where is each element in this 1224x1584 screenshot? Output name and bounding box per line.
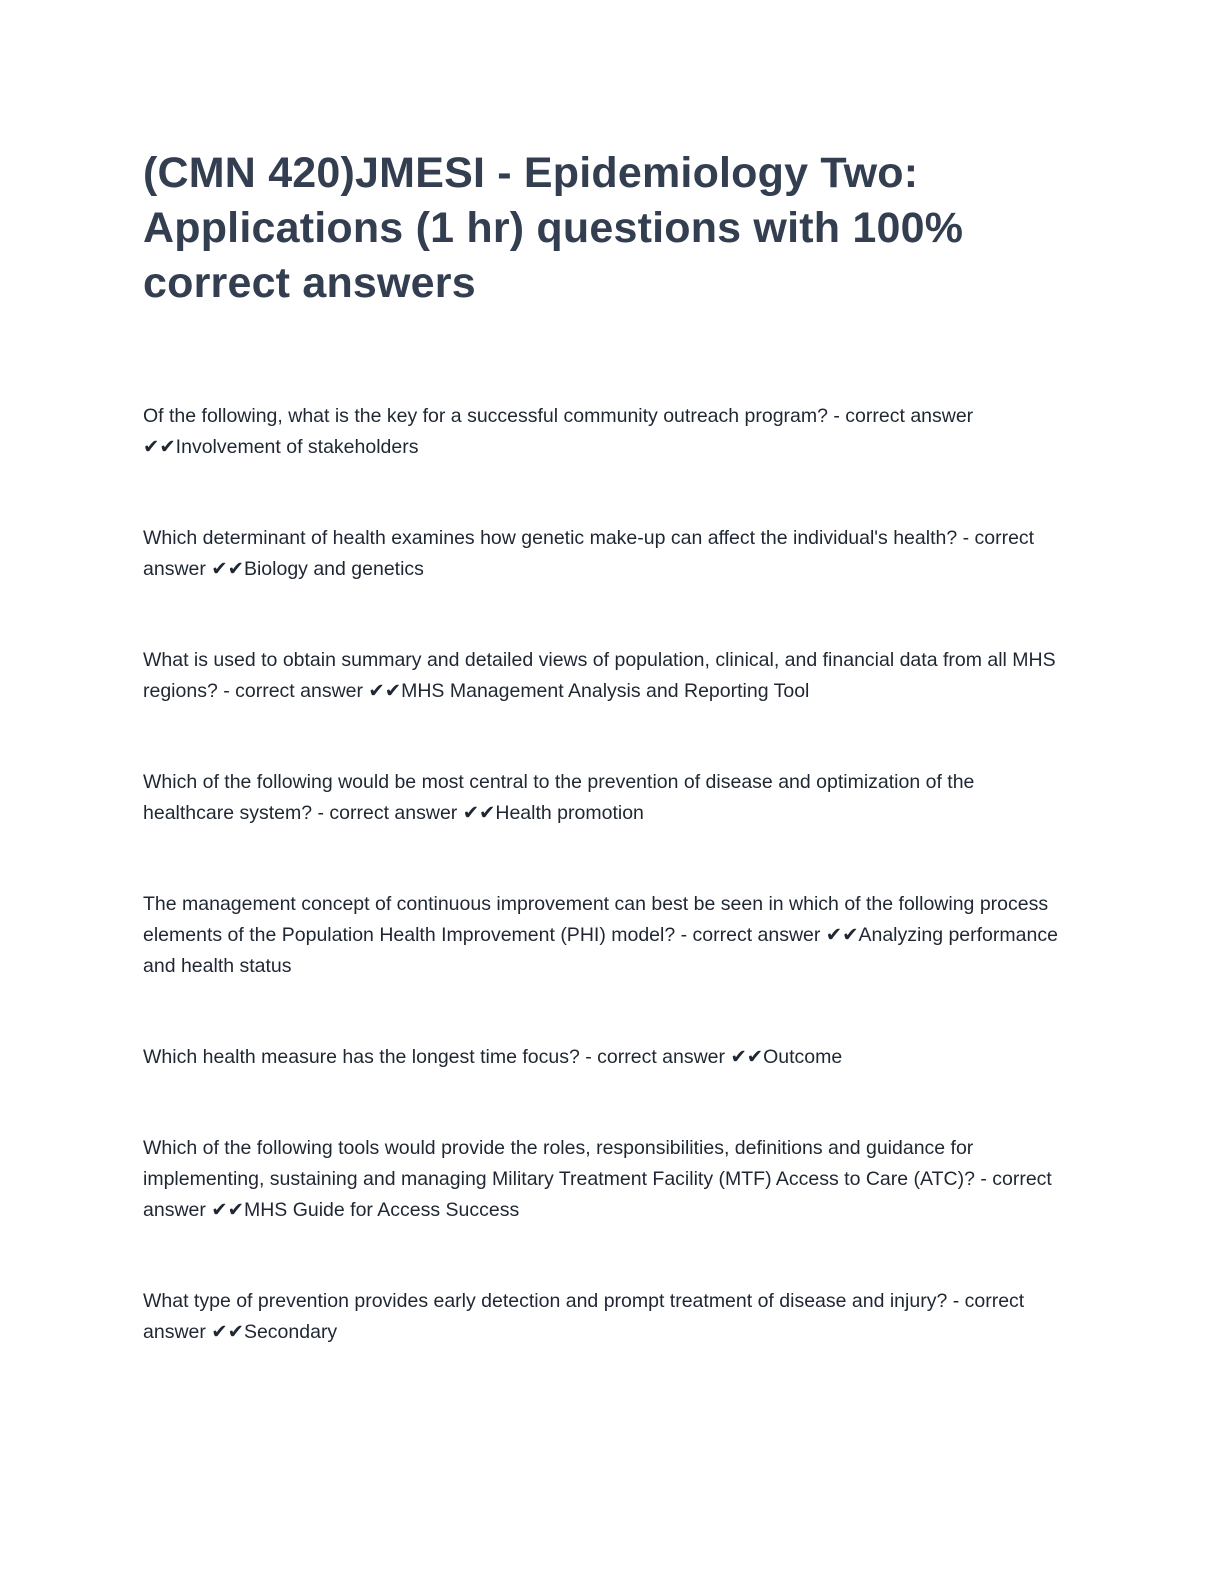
qa-paragraph: Of the following, what is the key for a successful community outreach program? - correct answer ✔✔Involvement of stakeholders: [143, 405, 974, 458]
qa-paragraph: Which of the following would be most central to the prevention of disease and optimization of the healthcare system? - correct answer ✔✔Health promotion: [143, 771, 975, 824]
qa-paragraph: What type of prevention provides early detection and prompt treatment of disease and injury? - correct answer ✔✔Secondary: [143, 1290, 1025, 1343]
qa-paragraph: Which determinant of health examines how genetic make-up can affect the individual's health? - correct answer ✔✔Biology and genetics: [143, 527, 1035, 580]
qa-paragraph: Which health measure has the longest time focus? - correct answer ✔✔Outcome: [143, 1046, 843, 1068]
qa-paragraph: What is used to obtain summary and detailed views of population, clinical, and financial data from all MHS regions? - correct answer ✔✔MHS Management Analysis and Reporting Tool: [143, 649, 1056, 702]
document-title: (CMN 420)JMESI - Epidemiology Two: Applications (1 hr) questions with 100% correct answers: [143, 149, 964, 307]
qa-paragraph: The management concept of continuous improvement can best be seen in which of the following process elements of the Population Health Improvement (PHI) model? - correct answer ✔✔Analyzing performance and health status: [143, 893, 1058, 977]
qa-paragraph: Which of the following tools would provide the roles, responsibilities, definitions and guidance for implementing, sustaining and managing Military Treatment Facility (MTF) Access to Care (ATC)? - correct answer ✔✔MHS Guide for Access Success: [143, 1137, 1052, 1221]
